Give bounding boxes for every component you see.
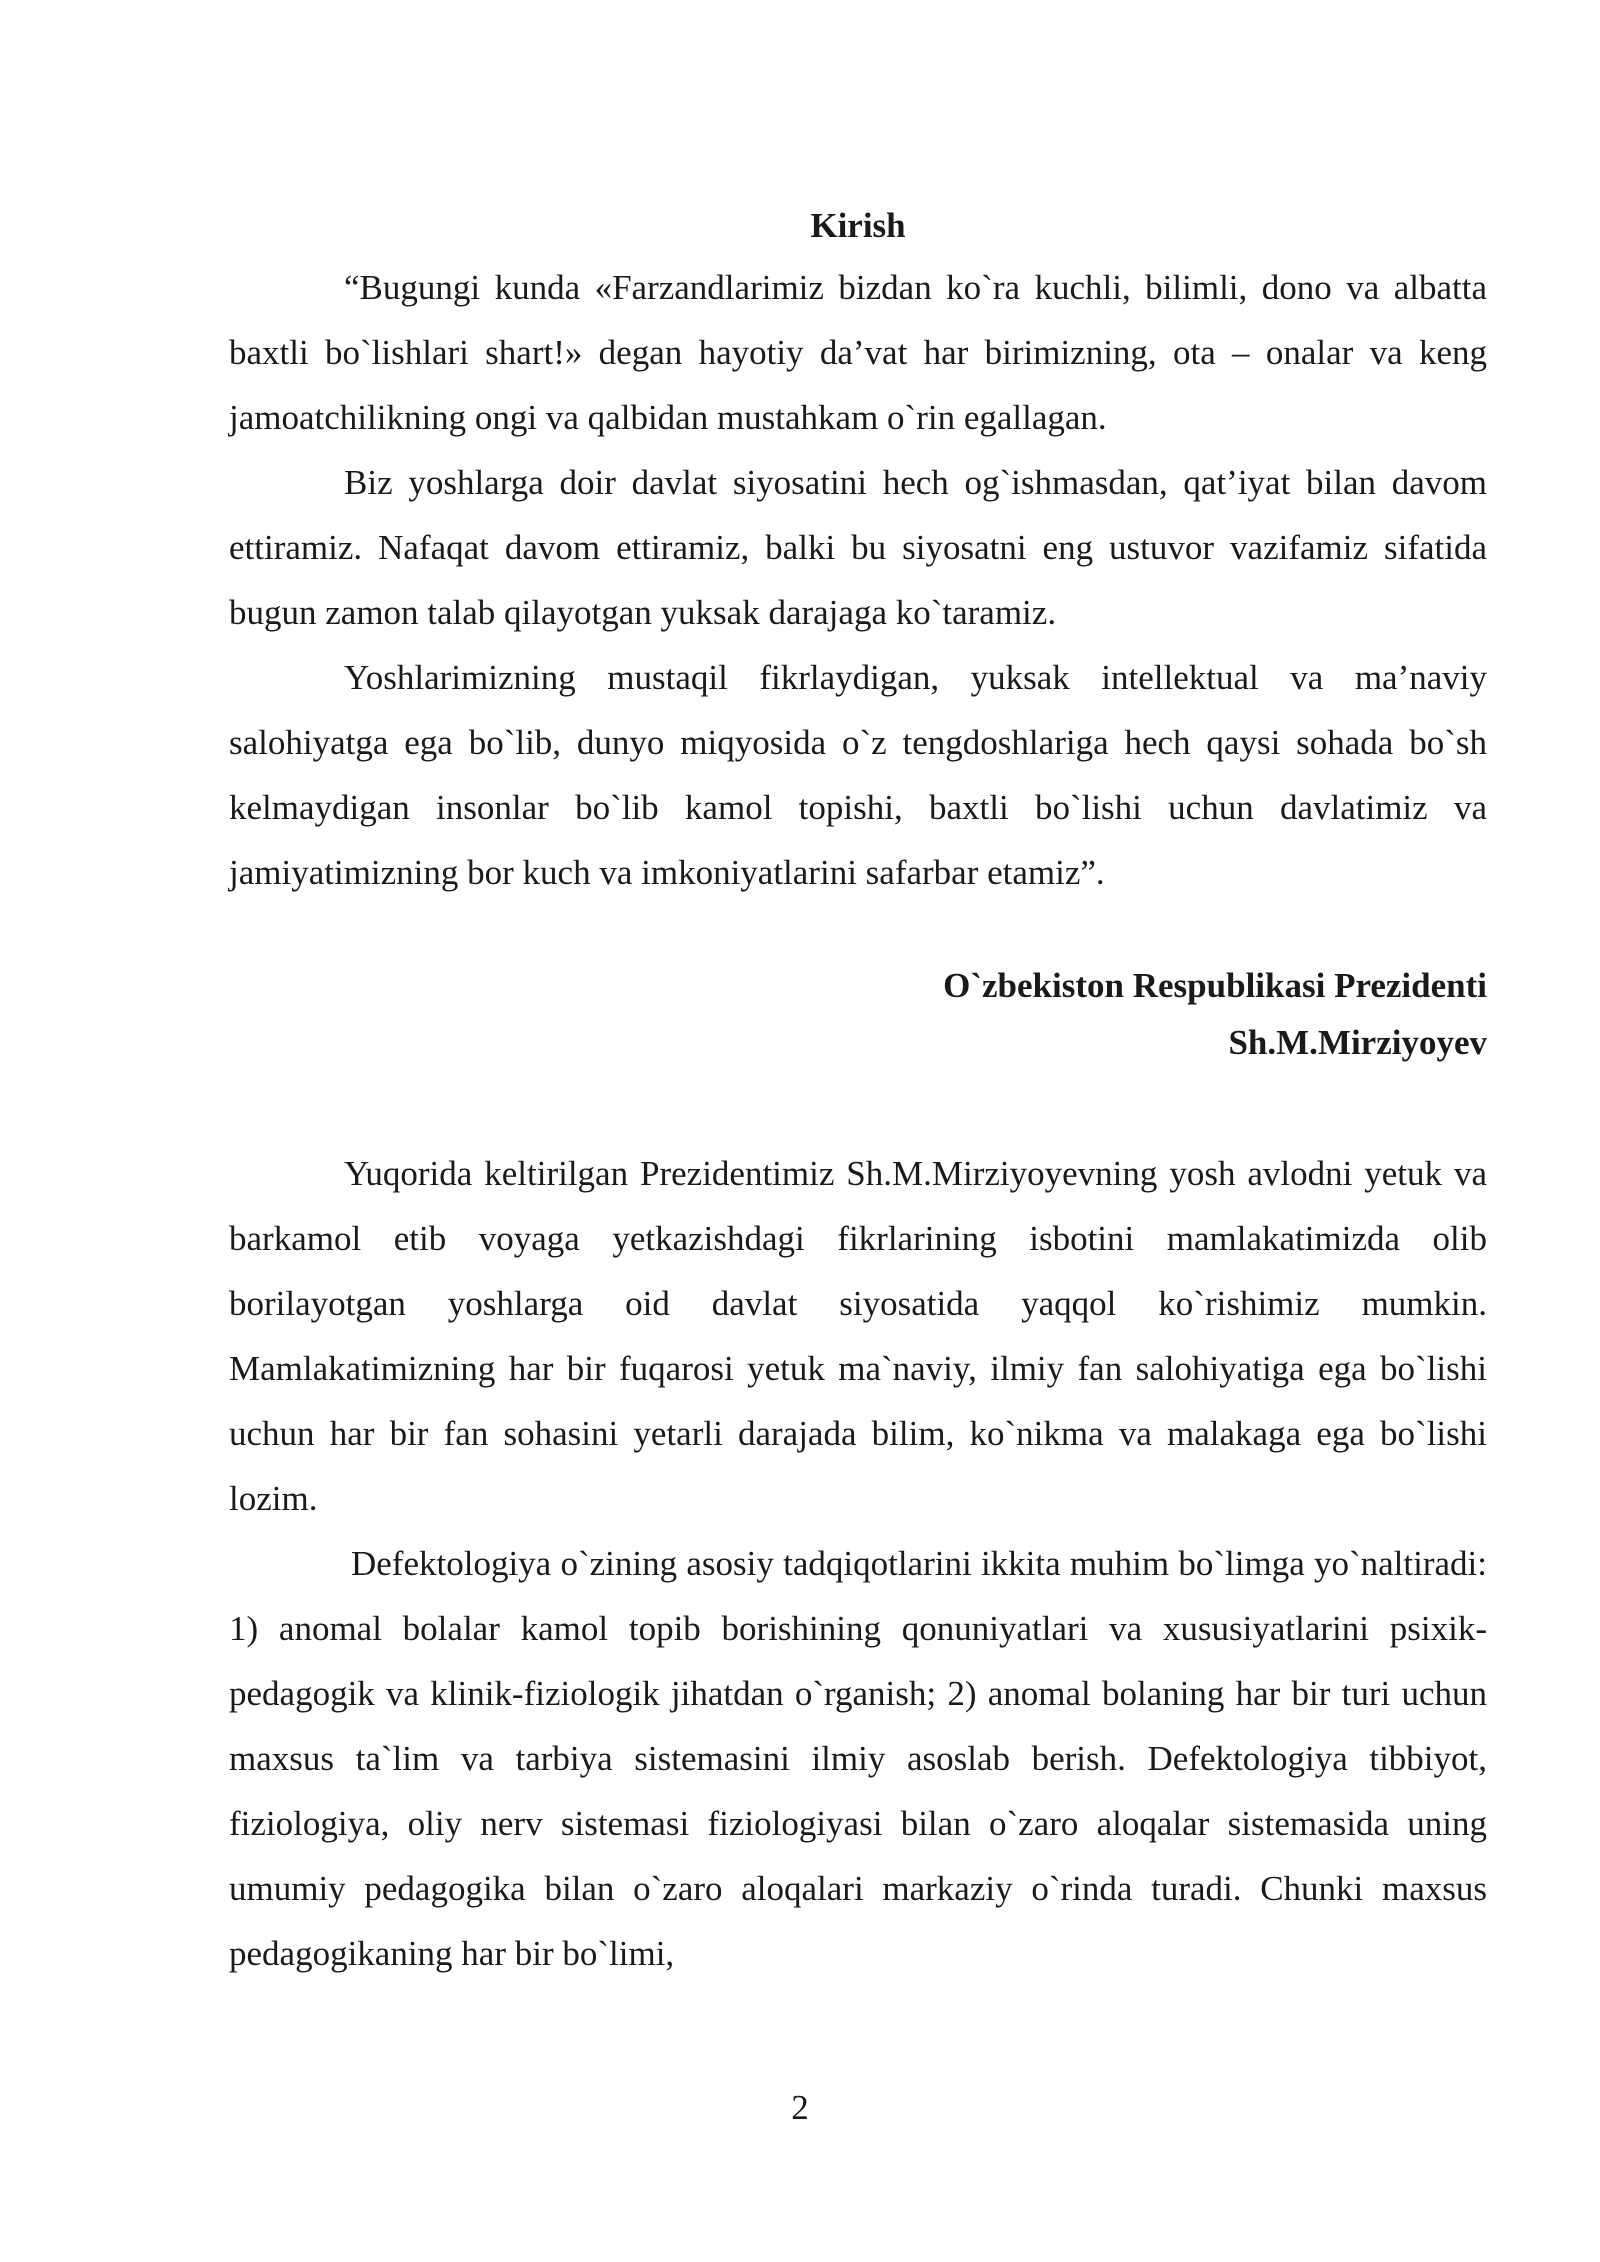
quote-paragraph-2: Biz yoshlarga doir davlat siyosatini hech og`ishmasdan, qat’iyat bilan davom ettiramiz. Nafaqat davom ettiramiz, balki bu siyosatni eng ustuvor vazifamiz sifatida bugun zamon talab qilayotgan yuksak darajaga ko`taramiz.	[229, 463, 1487, 632]
body-paragraph-2: Defektologiya o`zining asosiy tadqiqotlarini ikkita muhim bo`limga yo`naltiradi: 1) anomal bolalar kamol topib borishining qonuniyatlari va xususiyatlarini psixik-pedagogik va klinik-fiziologik jihatdan o`rganish; 2) anomal bolaning har bir turi uchun maxsus ta`lim va tarbiya sistemasini ilmiy asoslab berish. Defektologiya tibbiyot, fiziologiya, oliy nerv sistemasi fiziologiyasi bilan o`zaro aloqalar sistemasida uning umumiy pedagogika bilan o`zaro aloqalari markaziy o`rinda turadi. Chunki maxsus pedagogikaning har bir bo`limi,	[229, 1544, 1487, 1973]
signature-name: Sh.M.Mirziyoyev	[1228, 1023, 1487, 1062]
body-paragraph-1: Yuqorida keltirilgan Prezidentimiz Sh.M.Mirziyoyevning yosh avlodni yetuk va barkamol etib voyaga yetkazishdagi fikrlarining isbotini mamlakatimizda olib borilayotgan yoshlarga oid davlat siyosatida yaqqol ko`rishimiz mumkin. Mamlakatimizning har bir fuqarosi yetuk ma`naviy, ilmiy fan salohiyatiga ega bo`lishi uchun har bir fan sohasini yetarli darajada bilim, ko`nikma va malakaga ega bo`lishi lozim.	[229, 1154, 1487, 1518]
page-number: 2	[791, 2088, 809, 2127]
signature-block	[229, 957, 1487, 1071]
document-page	[229, 205, 1487, 1986]
quote-paragraph-1: “Bugungi kunda «Farzandlarimiz bizdan ko`ra kuchli, bilimli, dono va albatta baxtli bo`lishlari shart!» degan hayotiy da’vat har birimizning, ota – onalar va keng jamoatchilikning ongi va qalbidan mustahkam o`rin egallagan.	[229, 268, 1487, 437]
spacer	[229, 1071, 1487, 1141]
document-title: Kirish	[810, 206, 906, 245]
quote-paragraph-3: Yoshlarimizning mustaqil fikrlaydigan, yuksak intellektual va ma’naviy salohiyatga ega bo`lib, dunyo miqyosida o`z tengdoshlariga hech qaysi sohada bo`sh kelmaydigan insonlar bo`lib kamol topishi, baxtli bo`lishi uchun davlatimiz va jamiyatimizning bor kuch va imkoniyatlarini safarbar etamiz”.	[229, 658, 1487, 892]
signature-title: O`zbekiston Respublikasi Prezidenti	[943, 966, 1487, 1005]
